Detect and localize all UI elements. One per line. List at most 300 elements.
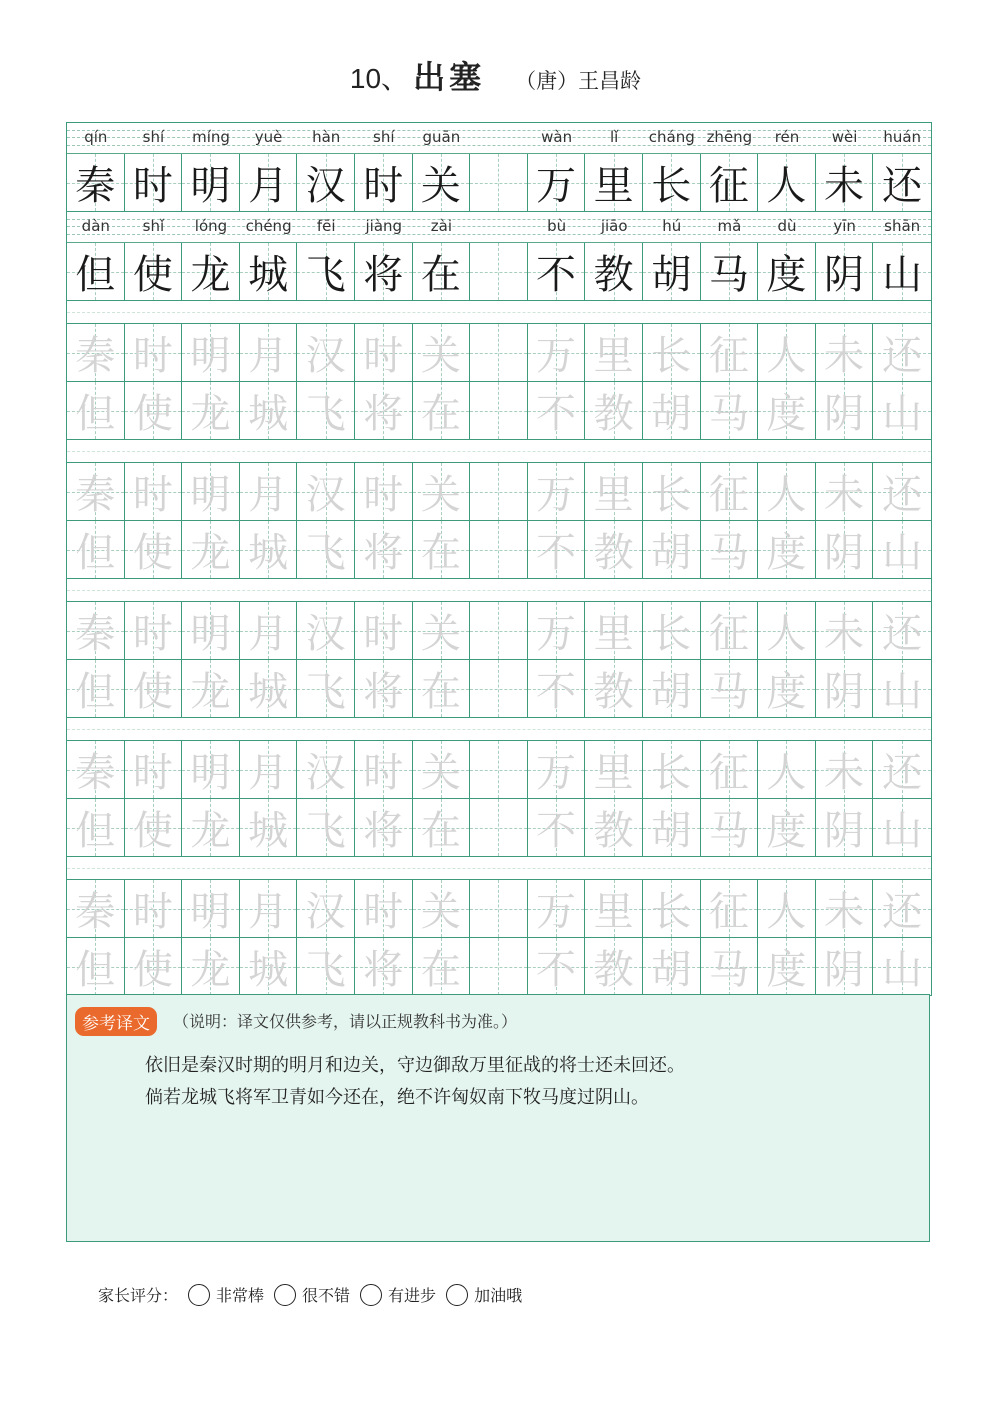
poem-character bbox=[470, 154, 527, 211]
rating-option-good[interactable]: 很不错 bbox=[274, 1283, 350, 1306]
trace-cell[interactable] bbox=[413, 880, 471, 937]
trace-character: 关 bbox=[420, 472, 461, 518]
trace-cell[interactable] bbox=[873, 324, 931, 381]
character-cell bbox=[528, 243, 586, 300]
trace-character bbox=[470, 463, 527, 520]
trace-character bbox=[470, 799, 527, 856]
trace-cell[interactable] bbox=[182, 521, 240, 578]
trace-cell[interactable] bbox=[182, 602, 240, 659]
poem-character: 还 bbox=[882, 163, 923, 209]
trace-cell[interactable] bbox=[297, 660, 355, 717]
trace-cell[interactable] bbox=[816, 463, 874, 520]
trace-cell[interactable] bbox=[758, 880, 816, 937]
trace-character: 秦 bbox=[75, 889, 116, 935]
rating-label: 家长评分： bbox=[98, 1286, 179, 1305]
trace-character: 长 bbox=[651, 750, 692, 796]
trace-character: 度 bbox=[766, 391, 807, 437]
trace-cell[interactable] bbox=[816, 521, 874, 578]
trace-character: 关 bbox=[420, 333, 461, 379]
trace-character: 山 bbox=[882, 530, 923, 576]
trace-cell[interactable] bbox=[355, 799, 413, 856]
trace-character bbox=[470, 880, 527, 937]
trace-cell[interactable] bbox=[873, 741, 931, 798]
trace-cell[interactable] bbox=[758, 382, 816, 439]
trace-cell[interactable] bbox=[643, 521, 701, 578]
trace-cell[interactable] bbox=[701, 463, 759, 520]
poem-character: 里 bbox=[593, 163, 634, 209]
trace-cell[interactable] bbox=[240, 602, 298, 659]
trace-character: 在 bbox=[420, 530, 461, 576]
trace-cell[interactable] bbox=[585, 382, 643, 439]
pinyin-syllable: rén bbox=[774, 128, 800, 146]
trace-cell[interactable] bbox=[297, 799, 355, 856]
trace-cell[interactable] bbox=[758, 741, 816, 798]
character-row-1 bbox=[67, 154, 931, 212]
trace-cell[interactable] bbox=[816, 741, 874, 798]
poem-character: 度 bbox=[766, 252, 807, 298]
trace-character: 使 bbox=[132, 530, 173, 576]
radio-circle-icon[interactable] bbox=[188, 1284, 210, 1306]
trace-cell[interactable] bbox=[182, 938, 240, 995]
pinyin-syllable: jiāo bbox=[600, 217, 628, 235]
trace-cell[interactable] bbox=[643, 799, 701, 856]
trace-cell[interactable] bbox=[413, 324, 471, 381]
character-row-2 bbox=[67, 243, 931, 301]
trace-cell[interactable] bbox=[585, 660, 643, 717]
trace-cell[interactable] bbox=[125, 602, 183, 659]
trace-character: 长 bbox=[651, 472, 692, 518]
translation-note: （说明：译文仅供参考，请以正规教科书为准。） bbox=[173, 1012, 518, 1031]
trace-cell[interactable] bbox=[470, 521, 528, 578]
trace-row-line1 bbox=[67, 880, 931, 938]
character-cell bbox=[470, 154, 528, 211]
pinyin-syllable: hàn bbox=[312, 128, 341, 146]
trace-cell[interactable] bbox=[701, 660, 759, 717]
trace-character: 度 bbox=[766, 669, 807, 715]
trace-character: 山 bbox=[882, 669, 923, 715]
row-spacer bbox=[67, 718, 931, 741]
trace-cell[interactable] bbox=[585, 602, 643, 659]
trace-cell[interactable] bbox=[873, 382, 931, 439]
trace-cell[interactable] bbox=[297, 938, 355, 995]
trace-cell[interactable] bbox=[355, 521, 413, 578]
trace-cell[interactable] bbox=[240, 938, 298, 995]
trace-character bbox=[470, 521, 527, 578]
trace-character: 使 bbox=[132, 391, 173, 437]
trace-cell[interactable] bbox=[240, 463, 298, 520]
character-cell bbox=[297, 243, 355, 300]
trace-character: 度 bbox=[766, 947, 807, 993]
trace-character: 未 bbox=[824, 472, 865, 518]
character-cell bbox=[240, 243, 298, 300]
trace-cell[interactable] bbox=[413, 799, 471, 856]
trace-character: 龙 bbox=[190, 947, 231, 993]
trace-cell[interactable] bbox=[758, 938, 816, 995]
trace-character: 不 bbox=[536, 669, 577, 715]
trace-cell[interactable] bbox=[585, 463, 643, 520]
trace-character: 但 bbox=[75, 947, 116, 993]
trace-row-line1 bbox=[67, 463, 931, 521]
poem-character: 未 bbox=[824, 163, 865, 209]
trace-cell[interactable] bbox=[67, 382, 125, 439]
trace-character: 万 bbox=[536, 889, 577, 935]
trace-cell[interactable] bbox=[585, 938, 643, 995]
poem-character: 时 bbox=[132, 163, 173, 209]
trace-character: 月 bbox=[248, 750, 289, 796]
trace-character: 将 bbox=[363, 808, 404, 854]
trace-cell[interactable] bbox=[816, 324, 874, 381]
character-cell bbox=[701, 154, 759, 211]
trace-cell[interactable] bbox=[355, 463, 413, 520]
trace-cell[interactable] bbox=[67, 938, 125, 995]
pinyin-syllable: dù bbox=[777, 217, 797, 235]
trace-cell[interactable] bbox=[816, 660, 874, 717]
trace-character: 阴 bbox=[824, 530, 865, 576]
pinyin-syllable: guān bbox=[422, 128, 461, 146]
trace-cell[interactable] bbox=[355, 938, 413, 995]
trace-cell[interactable] bbox=[67, 602, 125, 659]
poem-character: 教 bbox=[593, 252, 634, 298]
trace-cell[interactable] bbox=[355, 382, 413, 439]
trace-cell[interactable] bbox=[355, 880, 413, 937]
trace-cell[interactable] bbox=[701, 521, 759, 578]
trace-character bbox=[470, 602, 527, 659]
trace-cell[interactable] bbox=[758, 660, 816, 717]
trace-cell[interactable] bbox=[182, 741, 240, 798]
translation-line-1: 依旧是秦汉时期的明月和边关，守边御敌万里征战的将士还未回还。 bbox=[145, 1055, 685, 1076]
trace-cell[interactable] bbox=[470, 324, 528, 381]
trace-cell[interactable] bbox=[240, 799, 298, 856]
trace-cell[interactable] bbox=[643, 741, 701, 798]
trace-character: 秦 bbox=[75, 750, 116, 796]
trace-cell[interactable] bbox=[297, 880, 355, 937]
trace-cell[interactable] bbox=[67, 324, 125, 381]
trace-cell[interactable] bbox=[413, 741, 471, 798]
trace-cell[interactable] bbox=[528, 880, 586, 937]
trace-cell[interactable] bbox=[701, 602, 759, 659]
trace-character: 使 bbox=[132, 669, 173, 715]
trace-cell[interactable] bbox=[758, 602, 816, 659]
trace-cell[interactable] bbox=[125, 938, 183, 995]
trace-cell[interactable] bbox=[297, 521, 355, 578]
trace-cell[interactable] bbox=[125, 799, 183, 856]
trace-cell[interactable] bbox=[873, 938, 931, 995]
trace-character: 马 bbox=[708, 669, 749, 715]
trace-character: 城 bbox=[248, 808, 289, 854]
character-cell bbox=[585, 154, 643, 211]
character-cell bbox=[585, 243, 643, 300]
rating-option-great[interactable]: 非常棒 bbox=[188, 1283, 264, 1306]
trace-cell[interactable] bbox=[528, 938, 586, 995]
trace-cell[interactable] bbox=[816, 799, 874, 856]
trace-cell[interactable] bbox=[240, 660, 298, 717]
trace-cell[interactable] bbox=[470, 938, 528, 995]
poem-title: 出塞 bbox=[413, 58, 486, 96]
trace-character: 关 bbox=[420, 611, 461, 657]
trace-cell[interactable] bbox=[701, 382, 759, 439]
trace-cell[interactable] bbox=[816, 880, 874, 937]
trace-cell[interactable] bbox=[297, 741, 355, 798]
poem-character: 山 bbox=[882, 252, 923, 298]
poem-character: 时 bbox=[363, 163, 404, 209]
trace-cell[interactable] bbox=[643, 660, 701, 717]
trace-cell[interactable] bbox=[470, 880, 528, 937]
trace-cell[interactable] bbox=[701, 799, 759, 856]
trace-character: 秦 bbox=[75, 333, 116, 379]
trace-cell[interactable] bbox=[470, 382, 528, 439]
trace-cell[interactable] bbox=[413, 938, 471, 995]
radio-circle-icon[interactable] bbox=[274, 1284, 296, 1306]
trace-cell[interactable] bbox=[125, 463, 183, 520]
trace-character: 将 bbox=[363, 530, 404, 576]
trace-character: 但 bbox=[75, 669, 116, 715]
character-cell bbox=[355, 243, 413, 300]
trace-cell[interactable] bbox=[758, 799, 816, 856]
trace-cell[interactable] bbox=[528, 602, 586, 659]
trace-cell[interactable] bbox=[528, 382, 586, 439]
character-cell bbox=[182, 154, 240, 211]
trace-character: 明 bbox=[190, 472, 231, 518]
trace-cell[interactable] bbox=[297, 602, 355, 659]
pinyin-syllable: hú bbox=[662, 217, 682, 235]
trace-character: 里 bbox=[593, 750, 634, 796]
pinyin-syllable: chéng bbox=[245, 217, 292, 235]
trace-character: 飞 bbox=[305, 669, 346, 715]
rating-option-progress[interactable]: 有进步 bbox=[360, 1283, 436, 1306]
trace-character: 万 bbox=[536, 472, 577, 518]
poem-character: 明 bbox=[190, 163, 231, 209]
trace-character: 飞 bbox=[305, 947, 346, 993]
trace-character: 汉 bbox=[305, 472, 346, 518]
pinyin-syllable: huán bbox=[883, 128, 922, 146]
poem-character: 龙 bbox=[190, 252, 231, 298]
trace-cell[interactable] bbox=[470, 602, 528, 659]
trace-cell[interactable] bbox=[643, 324, 701, 381]
trace-character: 汉 bbox=[305, 750, 346, 796]
trace-cell[interactable] bbox=[67, 741, 125, 798]
trace-cell[interactable] bbox=[701, 741, 759, 798]
character-cell bbox=[125, 243, 183, 300]
pinyin-syllable: fēi bbox=[316, 217, 336, 235]
trace-character: 时 bbox=[363, 611, 404, 657]
character-cell bbox=[873, 154, 931, 211]
trace-character: 时 bbox=[132, 889, 173, 935]
trace-cell[interactable] bbox=[758, 463, 816, 520]
trace-cell[interactable] bbox=[355, 660, 413, 717]
poem-character: 但 bbox=[75, 252, 116, 298]
trace-cell[interactable] bbox=[240, 741, 298, 798]
trace-cell[interactable] bbox=[643, 880, 701, 937]
character-cell bbox=[67, 243, 125, 300]
trace-cell[interactable] bbox=[125, 324, 183, 381]
trace-cell[interactable] bbox=[758, 324, 816, 381]
trace-cell[interactable] bbox=[297, 463, 355, 520]
trace-cell[interactable] bbox=[355, 324, 413, 381]
trace-cell[interactable] bbox=[873, 660, 931, 717]
trace-character: 但 bbox=[75, 808, 116, 854]
trace-character: 人 bbox=[766, 472, 807, 518]
trace-cell[interactable] bbox=[240, 382, 298, 439]
trace-character: 阴 bbox=[824, 947, 865, 993]
trace-character: 汉 bbox=[305, 611, 346, 657]
pinyin-syllable: shǐ bbox=[142, 217, 165, 235]
trace-cell[interactable] bbox=[643, 382, 701, 439]
character-cell bbox=[643, 243, 701, 300]
trace-cell[interactable] bbox=[758, 521, 816, 578]
trace-character: 人 bbox=[766, 750, 807, 796]
translation-line-2: 倘若龙城飞将军卫青如今还在，绝不许匈奴南下牧马度过阴山。 bbox=[145, 1087, 649, 1108]
trace-cell[interactable] bbox=[67, 880, 125, 937]
poem-character: 将 bbox=[363, 252, 404, 298]
trace-character: 山 bbox=[882, 808, 923, 854]
trace-cell[interactable] bbox=[470, 741, 528, 798]
trace-character: 时 bbox=[363, 889, 404, 935]
poem-character: 胡 bbox=[651, 252, 692, 298]
trace-character: 马 bbox=[708, 947, 749, 993]
trace-character: 秦 bbox=[75, 472, 116, 518]
trace-cell[interactable] bbox=[182, 880, 240, 937]
trace-cell[interactable] bbox=[528, 324, 586, 381]
trace-character: 使 bbox=[132, 947, 173, 993]
poem-character: 关 bbox=[420, 163, 461, 209]
trace-cell[interactable] bbox=[873, 602, 931, 659]
trace-cell[interactable] bbox=[701, 880, 759, 937]
trace-cell[interactable] bbox=[413, 382, 471, 439]
poem-character: 在 bbox=[420, 252, 461, 298]
trace-cell[interactable] bbox=[182, 324, 240, 381]
trace-cell[interactable] bbox=[873, 799, 931, 856]
trace-character: 在 bbox=[420, 391, 461, 437]
trace-cell[interactable] bbox=[413, 660, 471, 717]
trace-character: 在 bbox=[420, 808, 461, 854]
page-title bbox=[0, 52, 991, 98]
trace-cell[interactable] bbox=[182, 799, 240, 856]
trace-character: 人 bbox=[766, 333, 807, 379]
trace-cell[interactable] bbox=[125, 880, 183, 937]
trace-cell[interactable] bbox=[643, 602, 701, 659]
pinyin-syllable: mǎ bbox=[717, 217, 742, 235]
trace-character: 山 bbox=[882, 391, 923, 437]
trace-character: 龙 bbox=[190, 391, 231, 437]
trace-cell[interactable] bbox=[67, 521, 125, 578]
trace-cell[interactable] bbox=[528, 521, 586, 578]
trace-cell[interactable] bbox=[413, 521, 471, 578]
trace-cell[interactable] bbox=[182, 463, 240, 520]
trace-character: 将 bbox=[363, 391, 404, 437]
trace-cell[interactable] bbox=[67, 660, 125, 717]
trace-cell[interactable] bbox=[240, 880, 298, 937]
trace-character: 飞 bbox=[305, 808, 346, 854]
trace-cell[interactable] bbox=[585, 324, 643, 381]
trace-cell[interactable] bbox=[182, 660, 240, 717]
trace-cell[interactable] bbox=[873, 463, 931, 520]
trace-character: 征 bbox=[708, 889, 749, 935]
trace-cell[interactable] bbox=[470, 660, 528, 717]
trace-cell[interactable] bbox=[816, 602, 874, 659]
poem-character: 征 bbox=[708, 163, 749, 209]
trace-cell[interactable] bbox=[643, 463, 701, 520]
trace-cell[interactable] bbox=[125, 521, 183, 578]
trace-character: 还 bbox=[882, 472, 923, 518]
trace-character bbox=[470, 938, 527, 995]
trace-cell[interactable] bbox=[297, 382, 355, 439]
trace-cell[interactable] bbox=[125, 660, 183, 717]
trace-cell[interactable] bbox=[528, 660, 586, 717]
trace-cell[interactable] bbox=[413, 602, 471, 659]
trace-character: 未 bbox=[824, 611, 865, 657]
trace-cell[interactable] bbox=[297, 324, 355, 381]
trace-cell[interactable] bbox=[585, 880, 643, 937]
trace-character: 将 bbox=[363, 669, 404, 715]
row-spacer bbox=[67, 579, 931, 602]
trace-row-line2 bbox=[67, 660, 931, 718]
pinyin-syllable: qín bbox=[84, 128, 108, 146]
pinyin-syllable: jiàng bbox=[365, 217, 403, 235]
trace-cell[interactable] bbox=[701, 324, 759, 381]
trace-character: 龙 bbox=[190, 808, 231, 854]
trace-cell[interactable] bbox=[240, 521, 298, 578]
trace-cell[interactable] bbox=[585, 799, 643, 856]
trace-cell[interactable] bbox=[413, 463, 471, 520]
trace-cell[interactable] bbox=[125, 741, 183, 798]
trace-character: 征 bbox=[708, 611, 749, 657]
trace-character: 征 bbox=[708, 750, 749, 796]
trace-cell[interactable] bbox=[585, 741, 643, 798]
trace-row-line2 bbox=[67, 938, 931, 996]
character-cell bbox=[758, 243, 816, 300]
radio-circle-icon[interactable] bbox=[360, 1284, 382, 1306]
trace-cell[interactable] bbox=[701, 938, 759, 995]
radio-circle-icon[interactable] bbox=[446, 1284, 468, 1306]
row-spacer bbox=[67, 301, 931, 324]
trace-character: 人 bbox=[766, 611, 807, 657]
trace-cell[interactable] bbox=[816, 382, 874, 439]
trace-cell[interactable] bbox=[67, 463, 125, 520]
trace-cell[interactable] bbox=[470, 463, 528, 520]
trace-character: 胡 bbox=[651, 530, 692, 576]
trace-cell[interactable] bbox=[182, 382, 240, 439]
trace-cell[interactable] bbox=[67, 799, 125, 856]
trace-cell[interactable] bbox=[470, 799, 528, 856]
trace-cell[interactable] bbox=[528, 741, 586, 798]
trace-character: 飞 bbox=[305, 530, 346, 576]
trace-cell[interactable] bbox=[873, 880, 931, 937]
trace-cell[interactable] bbox=[240, 324, 298, 381]
trace-character: 明 bbox=[190, 889, 231, 935]
trace-cell[interactable] bbox=[355, 602, 413, 659]
rating-option-keep-going[interactable]: 加油哦 bbox=[446, 1283, 522, 1306]
trace-character: 时 bbox=[363, 333, 404, 379]
pinyin-syllable: yuè bbox=[254, 128, 283, 146]
trace-cell[interactable] bbox=[585, 521, 643, 578]
trace-cell[interactable] bbox=[643, 938, 701, 995]
trace-cell[interactable] bbox=[125, 382, 183, 439]
trace-character: 万 bbox=[536, 333, 577, 379]
character-cell bbox=[297, 154, 355, 211]
pinyin-syllable: yīn bbox=[833, 217, 856, 235]
lesson-number: 10、 bbox=[349, 63, 410, 94]
trace-character: 龙 bbox=[190, 530, 231, 576]
trace-cell[interactable] bbox=[528, 799, 586, 856]
row-spacer bbox=[67, 857, 931, 880]
trace-cell[interactable] bbox=[528, 463, 586, 520]
trace-cell[interactable] bbox=[873, 521, 931, 578]
trace-cell[interactable] bbox=[816, 938, 874, 995]
trace-character bbox=[470, 382, 527, 439]
trace-character: 还 bbox=[882, 333, 923, 379]
trace-row-line2 bbox=[67, 799, 931, 857]
trace-cell[interactable] bbox=[355, 741, 413, 798]
